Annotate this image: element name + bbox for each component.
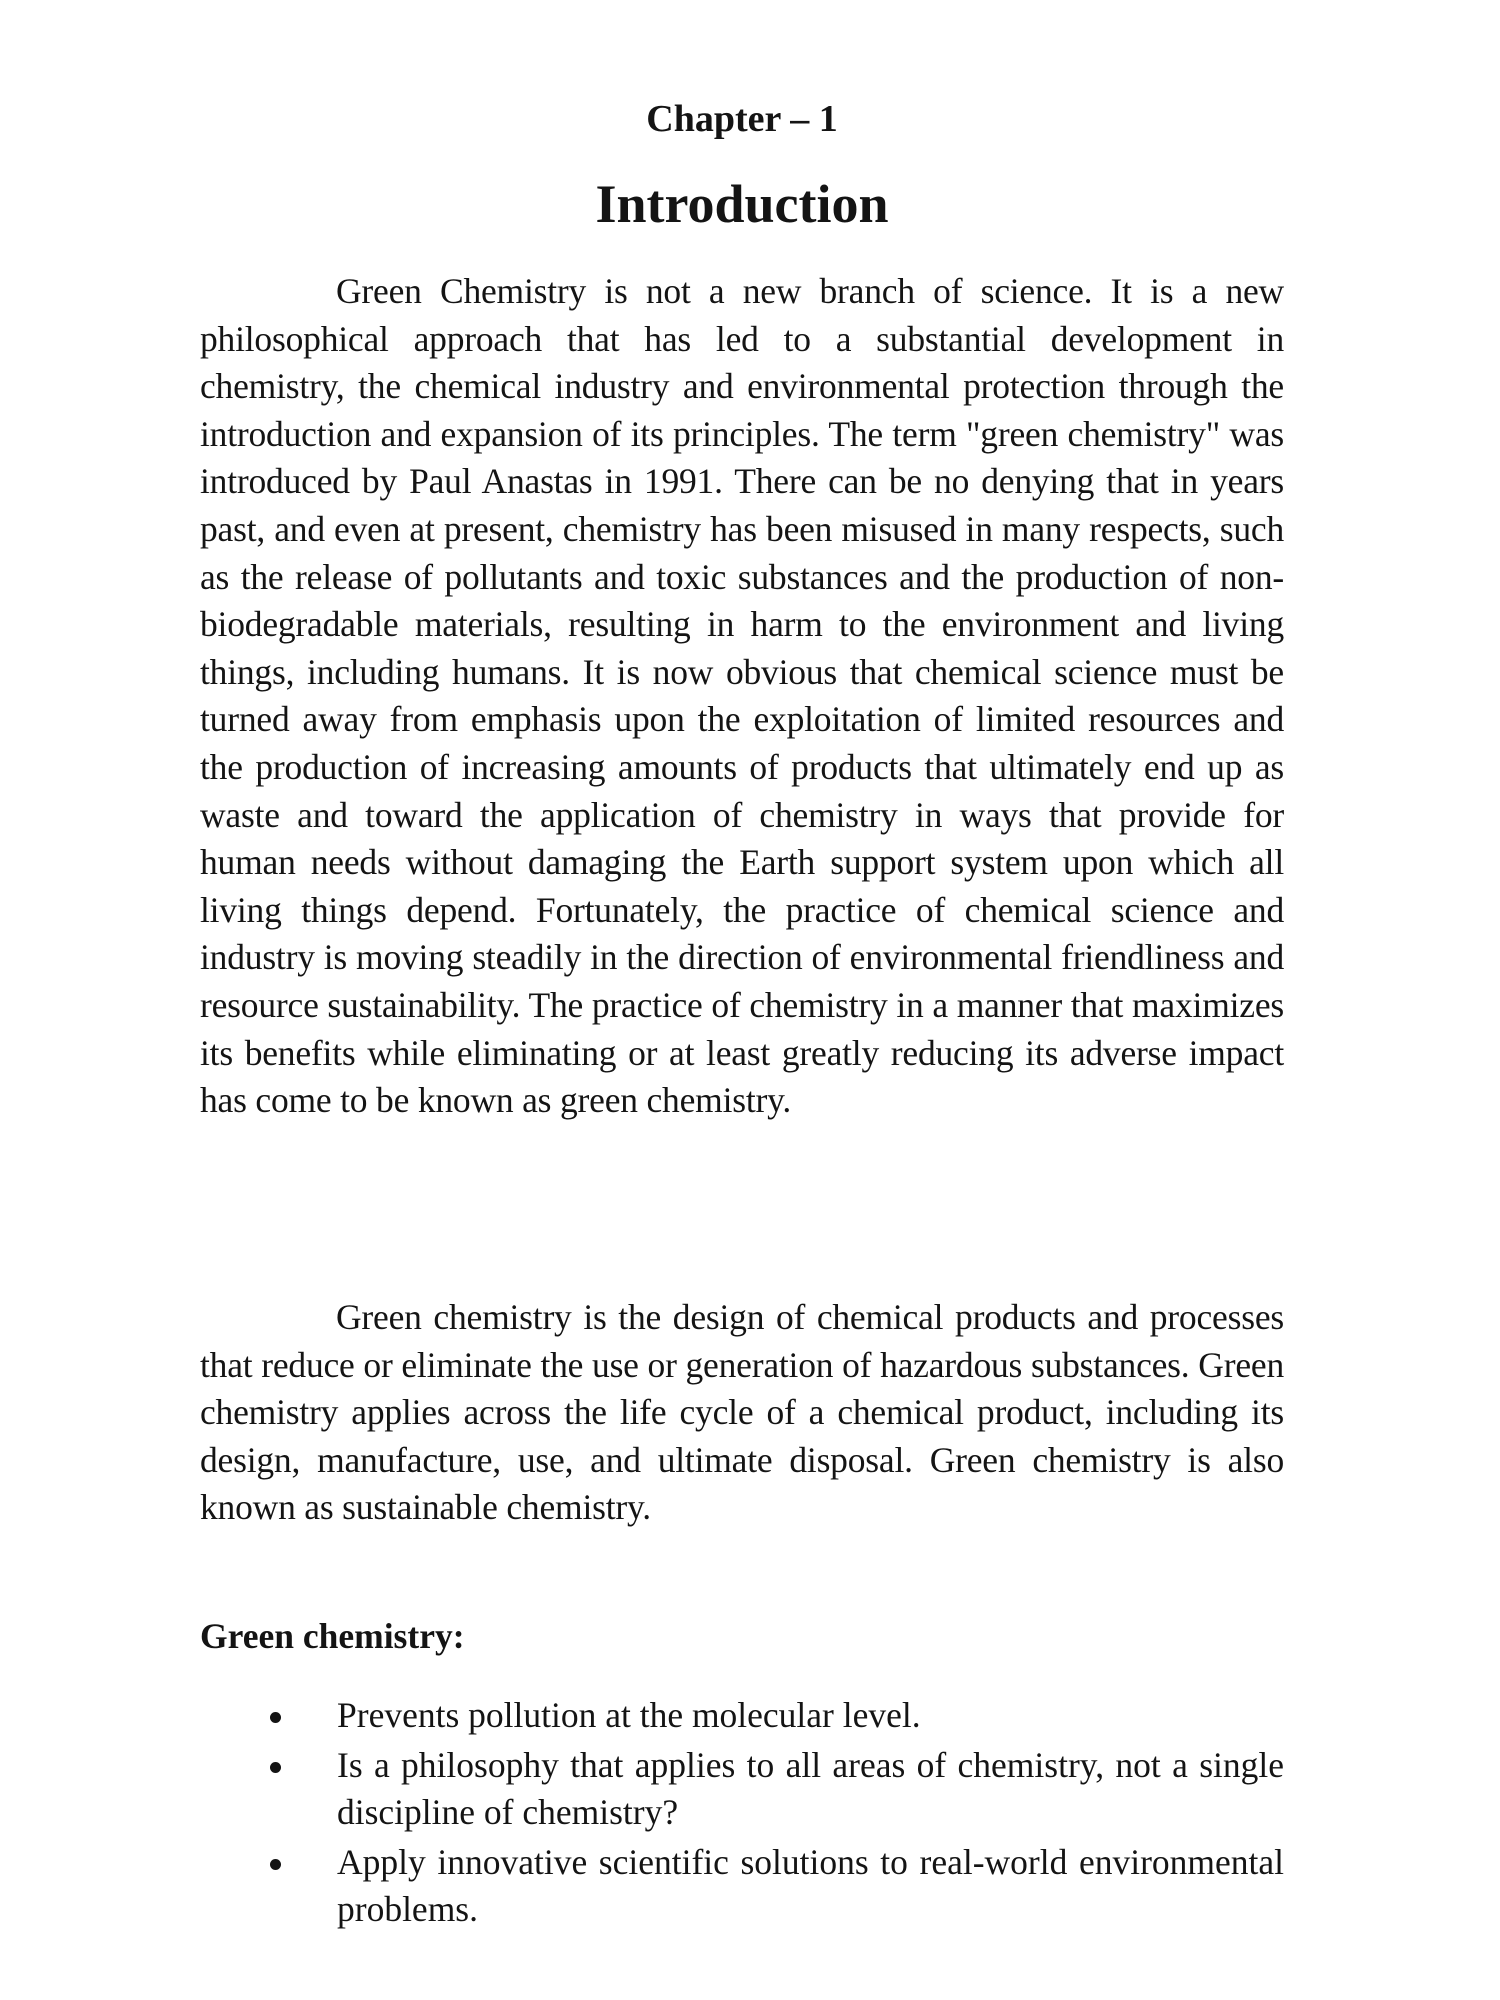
list-item-text: Apply innovative scientific solutions to real-world environmental problems. xyxy=(337,1841,1284,1930)
list-item xyxy=(200,1839,1284,1934)
chapter-title: Introduction xyxy=(595,174,889,234)
list-item-text: Prevents pollution at the molecular level. xyxy=(337,1695,921,1735)
list-item-text: Is a philosophy that applies to all areas of chemistry, not a single discipline of chemistry? xyxy=(337,1744,1284,1833)
list-item xyxy=(200,1742,1284,1837)
paragraph-intro: Green Chemistry is not a new branch of science. It is a new philosophical approach that has led to a substantial development in chemistry, the chemical industry and environmental protection through the introduction and expansion of its principles. The term "green chemistry" was introduced by Paul Anastas in 1991. There can be no denying that in years past, and even at present, chemistry has been misused in many respects, such as the release of pollutants and toxic substances and the production of non-biodegradable materials, resulting in harm to the environment and living things, including humans. It is now obvious that chemical science must be turned away from emphasis upon the exploitation of limited resources and the production of increasing amounts of products that ultimately end up as waste and toward the application of chemistry in ways that provide for human needs without damaging the Earth support system upon which all living things depend. Fortunately, the practice of chemical science and industry is moving steadily in the direction of environmental friendliness and resource sustainability. The practice of chemistry in a manner that maximizes its benefits while eliminating or at least greatly reducing its adverse impact has come to be known as green chemistry. xyxy=(200,271,1284,1121)
section-subheading: Green chemistry: xyxy=(200,1616,465,1656)
paragraph-definition: Green chemistry is the design of chemical products and processes that reduce or eliminate the use or generation of hazardous substances. Green chemistry applies across the life cycle of a chemical product, including its design, manufacture, use, and ultimate disposal. Green chemistry is also known as sustainable chemistry. xyxy=(200,1297,1284,1528)
bullet-icon xyxy=(270,1762,281,1773)
bullet-icon xyxy=(270,1712,281,1723)
chapter-label: Chapter – 1 xyxy=(646,98,838,140)
bullet-list xyxy=(200,1692,1284,1936)
list-item xyxy=(200,1692,1284,1740)
bullet-icon xyxy=(270,1859,281,1870)
